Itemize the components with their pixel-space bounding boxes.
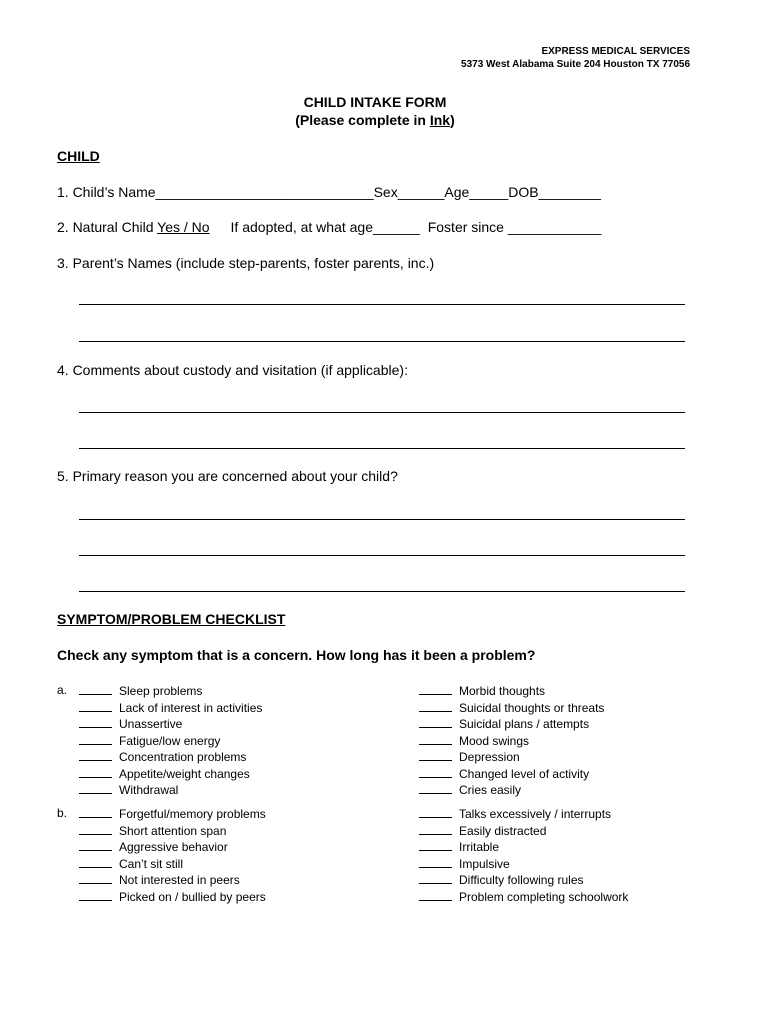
checkbox-blank[interactable] [419,700,452,712]
form-subtitle: (Please complete in Ink) [295,112,455,128]
checkbox-blank[interactable] [79,749,112,761]
checklist-item [419,766,604,783]
checklist-item [79,749,262,766]
checkbox-blank[interactable] [79,782,112,794]
checklist-item [79,716,262,733]
checkbox-blank[interactable] [79,716,112,728]
checklist-item-label: Aggressive behavior [119,840,228,854]
checklist-item-label: Changed level of activity [459,766,590,781]
answer-line[interactable] [79,304,685,305]
checklist-item-label: Sleep problems [119,684,203,698]
checklist-item-label: Suicidal plans / attempts [459,717,590,731]
checklist-item [79,683,262,700]
child-section-heading: CHILD [57,148,100,164]
checklist-item [419,716,604,733]
checklist-item-label: Concentration problems [119,750,247,764]
answer-line[interactable] [79,555,685,556]
yes-no-choice[interactable]: Yes / No [157,219,210,235]
checklist-item-label: Fatigue/low energy [119,733,221,748]
question-4-custody: 4. Comments about custody and visitation (if applicable): [57,362,408,378]
checkbox-blank[interactable] [79,872,112,884]
checklist-item-label: Morbid thoughts [459,684,546,698]
checkbox-blank[interactable] [419,823,452,835]
checkbox-blank[interactable] [79,806,112,818]
checkbox-blank[interactable] [419,806,452,818]
checklist-item [419,700,604,717]
checklist-item-label: Withdrawal [119,783,179,797]
checklist-item [419,872,628,889]
checklist-item [419,889,628,906]
checklist-item [79,806,266,823]
group-b-left-list [79,806,266,905]
checklist-instruction: Check any symptom that is a concern. How long has it been a problem? [57,647,536,663]
checkbox-blank[interactable] [79,683,112,695]
checklist-item [79,733,262,750]
group-b-marker: b. [57,806,68,820]
answer-line[interactable] [79,412,685,413]
checklist-item-label: Picked on / bullied by peers [119,889,266,904]
question-2-natural-child[interactable]: 2. Natural Child Yes / No If adopted, at what age______ Foster since ____________ [57,219,602,235]
question-3-parent-names: 3. Parent’s Names (include step-parents, foster parents, inc.) [57,255,435,271]
checklist-item-label: Talks excessively / interrupts [459,807,612,821]
checkbox-blank[interactable] [419,716,452,728]
answer-line[interactable] [79,591,685,592]
checklist-item [419,733,604,750]
checklist-item [79,823,266,840]
checklist-item [419,683,604,700]
foster-since-field[interactable]: Foster since ____________ [427,219,602,235]
checklist-item-label: Suicidal thoughts or threats [459,700,605,715]
checklist-item [79,700,262,717]
org-address: 5373 West Alabama Suite 204 Houston TX 77056 [461,59,690,70]
checkbox-blank[interactable] [419,766,452,778]
checklist-item-label: Irritable [459,840,500,854]
answer-line[interactable] [79,341,685,342]
checkbox-blank[interactable] [79,700,112,712]
checkbox-blank[interactable] [79,856,112,868]
checkbox-blank[interactable] [79,766,112,778]
checkbox-blank[interactable] [419,889,452,901]
group-a-right-list [419,683,604,799]
checklist-item-label: Depression [459,750,520,764]
checklist-item [419,782,604,799]
checkbox-blank[interactable] [79,823,112,835]
checklist-item-label: Problem completing schoolwork [459,889,629,904]
group-a-marker: a. [57,683,68,697]
checklist-item [419,749,604,766]
checklist-item-label: Short attention span [119,823,227,838]
checklist-item-label: Mood swings [459,733,530,748]
checklist-item-label: Cries easily [459,783,522,797]
checklist-item-label: Can’t sit still [119,856,184,871]
checklist-item-label: Difficulty following rules [459,873,584,887]
checklist-item-label: Not interested in peers [119,873,240,887]
checklist-item [419,823,628,840]
checklist-item [419,839,628,856]
checklist-item [79,782,262,799]
checkbox-blank[interactable] [419,749,452,761]
form-title: CHILD INTAKE FORM [303,94,447,110]
checklist-item-label: Easily distracted [459,823,547,838]
checklist-item-label: Unassertive [119,717,183,731]
checklist-item-label: Lack of interest in activities [119,700,263,715]
checklist-item-label: Appetite/weight changes [119,766,250,781]
question-1-child-name[interactable]: 1. Child’s Name____________________________Sex______Age_____DOB________ [57,184,601,200]
checkbox-blank[interactable] [79,733,112,745]
org-name: EXPRESS MEDICAL SERVICES [541,46,690,57]
adopted-age-field[interactable]: If adopted, at what age______ [230,219,420,235]
group-a-left-list [79,683,262,799]
checkbox-blank[interactable] [79,839,112,851]
checklist-item [79,856,266,873]
checklist-item [419,806,628,823]
ink-emphasis: Ink [429,112,451,128]
checklist-item-label: Impulsive [459,856,510,871]
checklist-item [79,889,266,906]
checkbox-blank[interactable] [79,889,112,901]
checkbox-blank[interactable] [419,839,452,851]
checkbox-blank[interactable] [419,856,452,868]
checkbox-blank[interactable] [419,683,452,695]
checkbox-blank[interactable] [419,872,452,884]
checkbox-blank[interactable] [419,782,452,794]
answer-line[interactable] [79,448,685,449]
checklist-item [79,766,262,783]
checklist-heading: SYMPTOM/PROBLEM CHECKLIST [57,611,286,627]
group-b-right-list [419,806,628,905]
answer-line[interactable] [79,519,685,520]
checklist-item [419,856,628,873]
question-5-primary-reason: 5. Primary reason you are concerned about your child? [57,468,398,484]
checklist-item-label: Forgetful/memory problems [119,807,266,821]
checklist-item [79,872,266,889]
checkbox-blank[interactable] [419,733,452,745]
checklist-item [79,839,266,856]
